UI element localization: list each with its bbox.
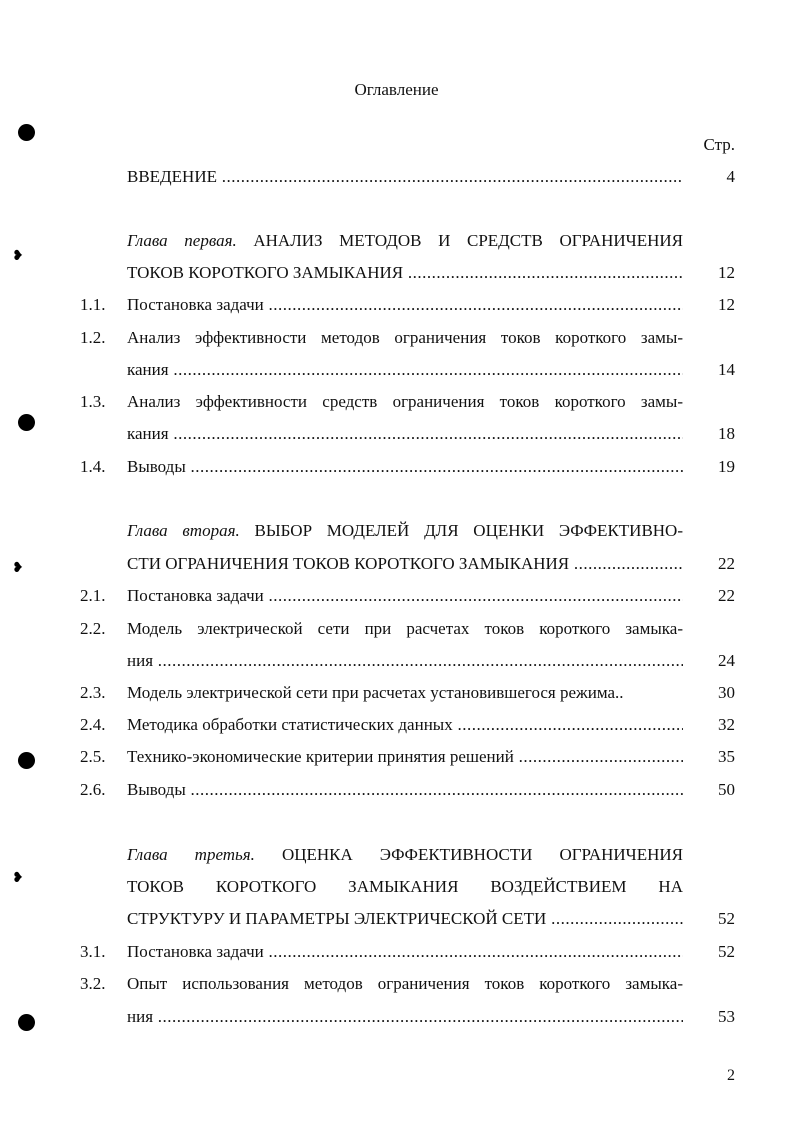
toc-entry-number: 2.6. [80,780,106,799]
toc-entry-number: 3.2. [80,974,106,993]
chapter-label: Глава первая. [127,231,237,250]
toc-entry-line [0,229,793,253]
toc-entry-number: 1.1. [80,295,106,314]
toc-entry-text [127,519,683,543]
toc-entry-text [127,972,683,996]
toc-page-number: 22 [718,554,735,573]
toc-page-number: 12 [718,263,735,282]
toc-page-number: 19 [718,457,735,476]
toc-entry-title: кания ..... [127,424,683,443]
toc-entry-line [0,713,793,737]
toc-entry-line [0,261,793,285]
toc-page-number: 52 [718,942,735,961]
toc-entry-title: ния ..... [127,651,683,670]
punch-hole-icon [18,414,35,431]
page-column-header: Стр. [703,135,735,154]
toc-entry-number: 1.2. [80,328,106,347]
toc-entry-line [0,519,793,543]
toc-entry-title: Технико-экономические критерии принятия решений ..... [127,747,683,766]
toc-entry-title: ВЫБОР МОДЕЛЕЙ ДЛЯ ОЦЕНКИ ЭФФЕКТИВНО- [239,521,683,540]
toc-entry-text [127,681,683,705]
page-number: 2 [727,1067,735,1084]
toc-entry-text [127,390,683,414]
toc-entry-text [127,649,683,673]
toc-page-number: 53 [718,1007,735,1026]
toc-entry-title: Постановка задачи ..... [127,942,683,961]
toc-entry-number: 2.5. [80,747,106,766]
toc-entry-line [0,552,793,576]
toc-page-number: 12 [718,295,735,314]
toc-page-number: 35 [718,747,735,766]
toc-entry-line [0,649,793,673]
toc-entry-line [0,584,793,608]
toc-entry-number: 3.1. [80,942,106,961]
toc-entry-title: Постановка задачи ..... [127,586,683,605]
toc-entry-number: 2.4. [80,715,106,734]
toc-entry-line [0,745,793,769]
toc-entry-text [127,165,683,189]
toc-entry-line [0,681,793,705]
toc-entry-number: 2.2. [80,619,106,638]
toc-page-number: 32 [718,715,735,734]
toc-entry-text [127,617,683,641]
toc-page-number: 50 [718,780,735,799]
toc-entry-line [0,617,793,641]
toc-entry-line [0,422,793,446]
toc-entry-line [0,358,793,382]
toc-entry-text [127,422,683,446]
toc-entry-text [127,552,683,576]
toc-entry-text [127,713,683,737]
toc-entry-number: 2.3. [80,683,106,702]
chapter-label: Глава третья. [127,845,255,864]
punch-hole-icon [18,1014,35,1031]
toc-entry-line [0,778,793,802]
toc-page-number: 18 [718,424,735,443]
toc-page-number: 22 [718,586,735,605]
toc-entry-title: Модель электрической сети при расчетах токов короткого замыка- [127,619,683,638]
toc-entry-line [0,972,793,996]
chapter-label: Глава вторая. [127,521,240,540]
toc-entry-text [127,875,683,899]
toc-entry-text [127,455,683,479]
toc-entry-text [127,358,683,382]
toc-entry-line [0,165,793,189]
toc-entry-title: Выводы ..... [127,457,683,476]
scan-mark-icon: ❥ [12,249,24,264]
toc-entry-text [127,778,683,802]
toc-entry-title: Выводы ..... [127,780,683,799]
toc-entry-title: Постановка задачи ..... [127,295,683,314]
toc-entry-title: кания ..... [127,360,683,379]
toc-entry-title: Анализ эффективности средств ограничения токов короткого замы- [127,392,683,411]
toc-entry-number: 1.3. [80,392,106,411]
toc-entry-number: 1.4. [80,457,106,476]
toc-entry-line [0,1005,793,1029]
scan-mark-icon: ❥ [12,871,24,886]
toc-page-number: 14 [718,360,735,379]
toc-entry-line [0,907,793,931]
toc-entry-line [0,326,793,350]
scan-mark-icon: ❥ [12,561,24,576]
toc-entry-title: Методика обработки статистических данных ..... [127,715,683,734]
toc-entry-title: ТОКОВ КОРОТКОГО ЗАМЫКАНИЯ ..... [127,263,683,282]
toc-entry-text [127,584,683,608]
toc-entry-line [0,455,793,479]
toc-title: Оглавление [354,80,439,99]
toc-entry-title: Модель электрической сети при расчетах установившегося режима.. [127,683,624,702]
toc-entry-text [127,940,683,964]
toc-entry-line [0,940,793,964]
toc-entry-line [0,390,793,414]
toc-entry-title: Опыт использования методов ограничения токов короткого замыка- [127,974,683,993]
toc-entry-title: Анализ эффективности методов ограничения токов короткого замы- [127,328,683,347]
toc-entry-number: 2.1. [80,586,106,605]
toc-entry-text [127,1005,683,1029]
toc-entry-text [127,293,683,317]
toc-page-number: 24 [718,651,735,670]
toc-entry-line [0,843,793,867]
toc-entry-text [127,261,683,285]
toc-page-number: 4 [726,167,735,186]
toc-entry-title: АНАЛИЗ МЕТОДОВ И СРЕДСТВ ОГРАНИЧЕНИЯ [236,231,683,250]
toc-entry-title: ОЦЕНКА ЭФФЕКТИВНОСТИ ОГРАНИЧЕНИЯ [254,845,683,864]
toc-entry-title: СТРУКТУРУ И ПАРАМЕТРЫ ЭЛЕКТРИЧЕСКОЙ СЕТИ ..... [127,909,683,928]
toc-entry-title: ния ..... [127,1007,683,1026]
toc-entry-line [0,875,793,899]
toc-page-number: 52 [718,909,735,928]
toc-entry-text [127,326,683,350]
toc-entry-text [127,907,683,931]
toc-entry-text [127,745,683,769]
punch-hole-icon [18,124,35,141]
toc-entry-title: ТОКОВ КОРОТКОГО ЗАМЫКАНИЯ ВОЗДЕЙСТВИЕМ НА [127,877,683,896]
toc-entry-text [127,843,683,867]
toc-entry-title: СТИ ОГРАНИЧЕНИЯ ТОКОВ КОРОТКОГО ЗАМЫКАНИЯ ..... [127,554,683,573]
toc-entry-text [127,229,683,253]
punch-hole-icon [18,752,35,769]
toc-page-number: 30 [718,683,735,702]
toc-entry-title: ВВЕДЕНИЕ ..... [127,167,683,186]
toc-entry-line [0,293,793,317]
